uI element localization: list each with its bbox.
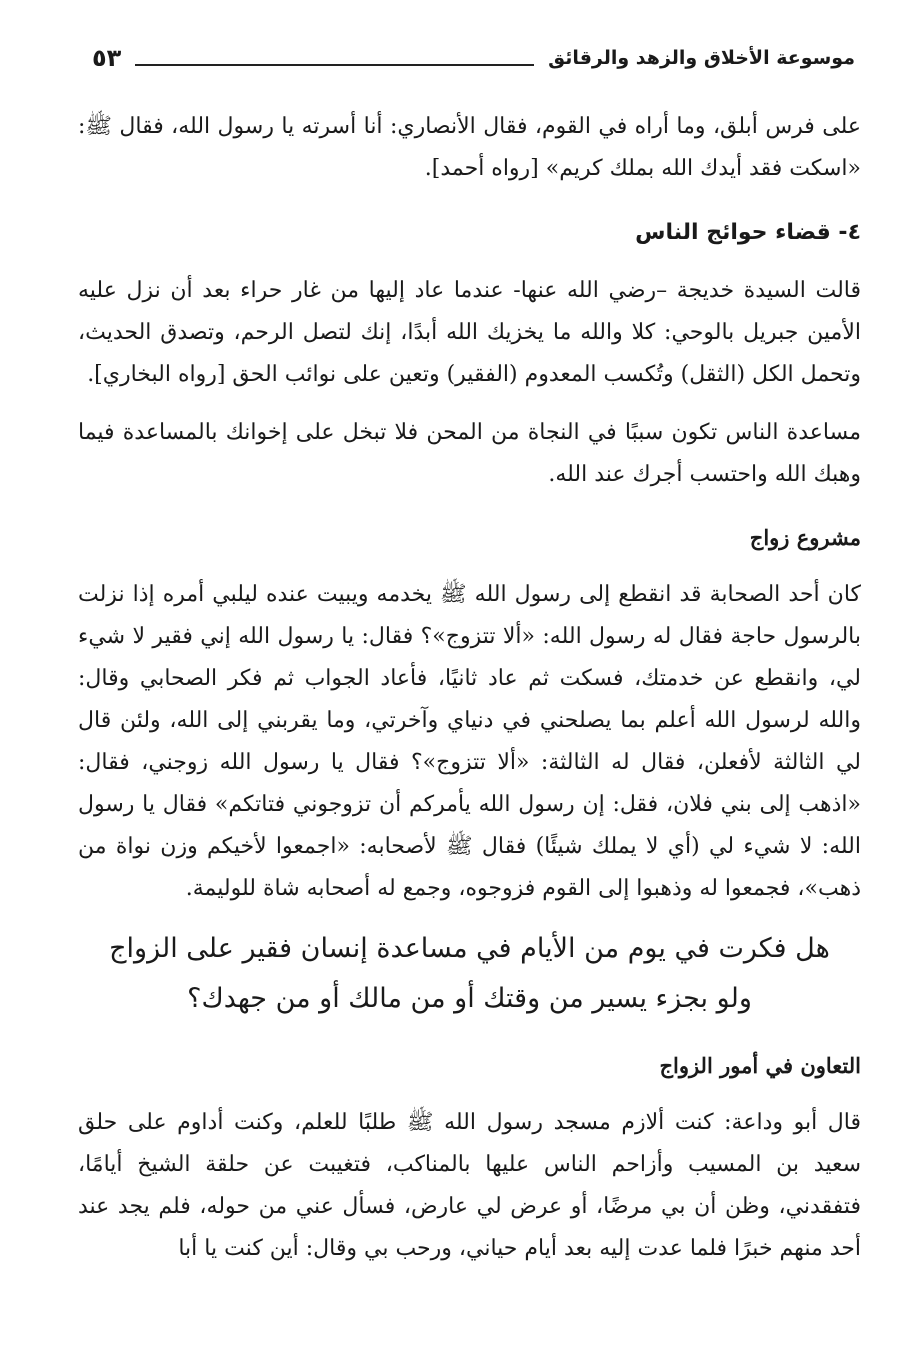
running-title: موسوعة الأخلاق والزهد والرقائق <box>548 47 855 69</box>
subheading-cooperation: التعاون في أمور الزواج <box>659 1053 861 1078</box>
paragraph-3: مساعدة الناس تكون سببًا في النجاة من المحن فلا تبخل على إخوانك بالمساعدة فيما وهبك الله واحتسب أجرك عند الله. <box>78 420 861 487</box>
paragraph-4: كان أحد الصحابة قد انقطع إلى رسول الله ﷺ يخدمه ويبيت عنده ليلبي أمره إذا نزلت بالرسول حاجة فقال له رسول الله: «ألا تتزوج»؟ فقال: يا رسول الله إني فقير لا شيء لي، وانقطع عن خدمتك، فسكت ثم عاد ثانيًا، فأعاد الجواب ثم فكر الصحابي وقال: والله لرسول الله أعلم بما يصلحني في دنياي وآخرتي، وما يقربني إلى الله، ولئن قال لي الثالثة لأفعلن، فقال له الثالثة: «ألا تتزوج»؟ فقال يا رسول الله زوجني، فقال: «اذهب إلى بني فلان، فقل: إن رسول الله يأمركم أن تزوجوني فتاتكم» فقال يا رسول الله: لا شيء لي (أي لا يملك شيئًا) فقال ﷺ لأصحابه: «اجمعوا لأخيكم وزن نواة من ذهب»، فجمعوا له وذهبوا إلى القوم فزوجوه، وجمع له أصحابه شاة للوليمة. <box>78 582 861 901</box>
page-number: ٥٣ <box>92 44 122 72</box>
reflection-question <box>78 924 861 1024</box>
reflection-line-1: هل فكرت في يوم من الأيام في مساعدة إنسان فقير على الزواج <box>109 933 830 964</box>
page-body <box>78 100 861 1270</box>
paragraph-2: قالت السيدة خديجة –رضي الله عنها- عندما عاد إليها من غار حراء بعد أن نزل عليه الأمين جبريل بالوحي: كلا والله ما يخزيك الله أبدًا، إنك لتصل الرحم، وتصدق الحديث، وتحمل الكل (الثقل) وتُكسب المعدوم (الفقير) وتعين على نوائب الحق [رواه البخاري]. <box>78 278 861 387</box>
page-header <box>92 40 855 76</box>
reflection-line-2: ولو بجزء يسير من وقتك أو من مالك أو من جهدك؟ <box>187 983 752 1014</box>
section-heading: ٤- قضاء حوائج الناس <box>635 220 861 245</box>
paragraph-1: على فرس أبلق، وما أراه في القوم، فقال الأنصاري: أنا أسرته يا رسول الله، فقال ﷺ: «اسكت فقد أيدك الله بملك كريم» [رواه أحمد]. <box>78 114 861 181</box>
subheading-marriage-project: مشروع زواج <box>749 525 861 550</box>
paragraph-5: قال أبو وداعة: كنت ألازم مسجد رسول الله ﷺ طلبًا للعلم، وكنت أداوم على حلق سعيد بن المسيب وأزاحم الناس عليها بالمناكب، فتغيبت عن حلقة الشيخ أيامًا، فتفقدني، وظن أن بي مرضًا، أو عرض لي عارض، فسأل عني من حوله، فلم يجد عند أحد منهم خبرًا فلما عدت إليه بعد أيام حياني، ورحب بي وقال: أين كنت يا أبا <box>78 1110 861 1261</box>
header-rule <box>135 64 534 66</box>
